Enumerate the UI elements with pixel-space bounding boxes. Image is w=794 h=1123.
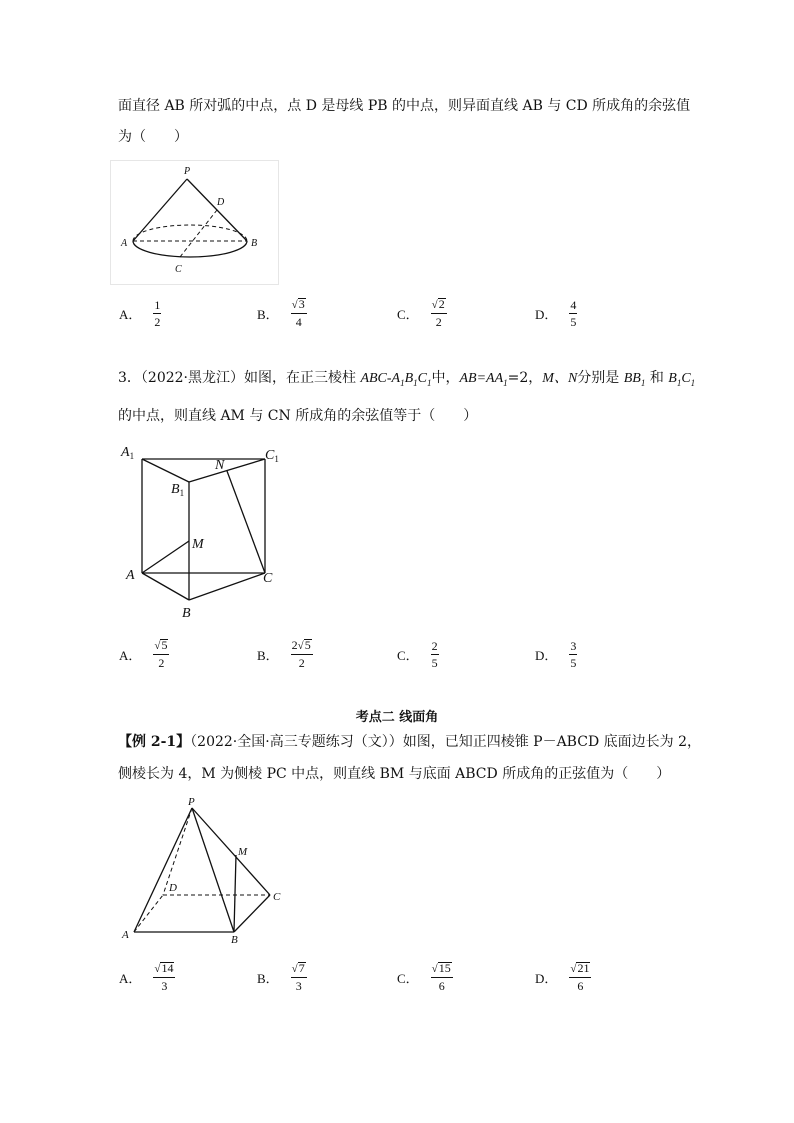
label-P: P xyxy=(188,796,195,808)
q2-text-line2: 为（ ） xyxy=(118,129,188,145)
q3-option-c[interactable]: C． $\frac{2}{5}$ xyxy=(397,638,438,670)
example-text-line2: 侧棱长为 4，M 为侧棱 PC 中点，则直线 BM 与底面 ABCD 所成角的正弦值为（ ） xyxy=(118,766,671,782)
example-option-a[interactable]: A． $\frac{√14}{3}$ xyxy=(119,961,174,993)
label-A: A xyxy=(126,568,135,583)
q3-text-line2: 的中点，则直线 AM 与 CN 所成角的余弦值等于（ ） xyxy=(118,408,478,424)
label-B: B xyxy=(231,934,238,945)
label-B1: $B_1$ xyxy=(171,482,185,498)
label-B: B xyxy=(182,606,191,621)
prism-figure xyxy=(115,440,300,622)
label-D: D xyxy=(217,197,225,208)
q3-options xyxy=(119,634,679,674)
label-D: D xyxy=(169,882,177,894)
pyramid-figure xyxy=(113,795,293,945)
example-option-d[interactable]: D． $\frac{√21}{6}$ xyxy=(535,961,590,993)
example-text-line1: 【例 2-1】（2022·全国·高三专题练习（文））如图，已知正四棱锥 P－ABCD 底面边长为 2， xyxy=(118,734,701,750)
label-A1: $A_1$ xyxy=(121,445,135,461)
label-C1: $C_1$ xyxy=(265,448,279,464)
label-A: A xyxy=(122,929,129,941)
q2-option-b[interactable]: B． $\frac{√3}{4}$ xyxy=(257,297,305,329)
q2-options xyxy=(119,293,679,333)
label-C: C xyxy=(263,571,273,586)
section-title: 考点二 线面角 xyxy=(355,710,439,725)
label-M: M xyxy=(238,846,248,858)
label-B: B xyxy=(251,238,258,249)
q3-option-b[interactable]: B． $\frac{2√5}{2}$ xyxy=(257,638,311,670)
label-N: N xyxy=(215,458,225,473)
label-P: P xyxy=(184,166,191,177)
label-A: A xyxy=(121,238,128,249)
cone-figure xyxy=(110,160,280,285)
q2-text-line1: 面直径 AB 所对弧的中点，点 D 是母线 PB 的中点，则异面直线 AB 与 CD 所成角的余弦值 xyxy=(118,98,691,114)
label-C: C xyxy=(273,891,281,903)
q3-text-line1: 3．（2022·黑龙江）如图，在正三棱柱 ABC-$A_1B_1C_1$中，$AB=AA_1=2$，M、N分别是 $BB_1$ 和 $B_1C_1$ xyxy=(118,370,696,388)
label-C: C xyxy=(175,264,182,275)
q2-option-d[interactable]: D． $\frac{4}{5}$ xyxy=(535,297,577,329)
example-options xyxy=(119,957,679,997)
label-M: M xyxy=(192,537,204,552)
q2-option-c[interactable]: C． $\frac{√2}{2}$ xyxy=(397,297,445,329)
q2-option-a[interactable]: A． $\frac{1}{2}$ xyxy=(119,297,161,329)
q3-option-d[interactable]: D． $\frac{3}{5}$ xyxy=(535,638,577,670)
example-tag: 【例 2-1】 xyxy=(118,734,191,750)
example-option-c[interactable]: C． $\frac{√15}{6}$ xyxy=(397,961,451,993)
example-option-b[interactable]: B． $\frac{√7}{3}$ xyxy=(257,961,305,993)
q3-option-a[interactable]: A． $\frac{√5}{2}$ xyxy=(119,638,168,670)
